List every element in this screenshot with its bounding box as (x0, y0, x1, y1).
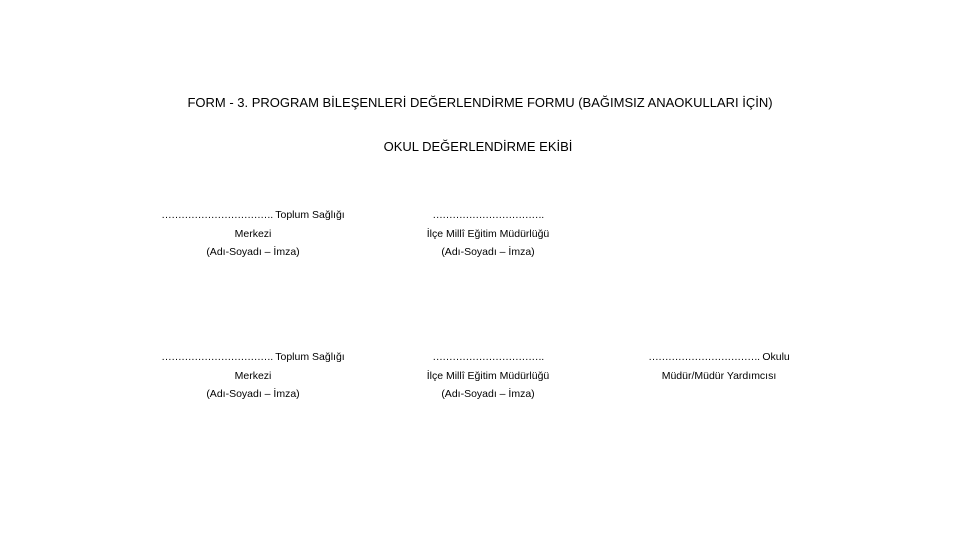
name-signature-note: (Adı-Soyadı – İmza) (206, 246, 300, 258)
signature-dots: ……………………………. (648, 351, 760, 363)
signature-dots: ……………………………. (161, 351, 273, 363)
institution-label: Toplum Sağlığı (272, 351, 345, 363)
signature-block-school-principal (633, 348, 805, 385)
signature-block-education-directorate-1 (395, 206, 581, 262)
institution-label-cont: Merkezi (234, 369, 272, 382)
institution-label: Toplum Sağlığı (272, 209, 345, 221)
signature-line (395, 348, 581, 367)
signature-line (140, 348, 366, 367)
institution-label-cont: Merkezi (234, 227, 272, 240)
signature-block-education-directorate-2 (395, 348, 581, 404)
name-signature-note: (Adı-Soyadı – İmza) (441, 246, 535, 258)
signature-line (395, 206, 581, 225)
name-signature-note: (Adı-Soyadı – İmza) (206, 388, 300, 400)
role-label: Müdür/Müdür Yardımcısı (661, 369, 777, 382)
signature-dots: ……………………………. (161, 209, 273, 221)
institution-label: Okulu (759, 351, 790, 363)
signature-block-health-center-2 (140, 348, 366, 404)
signature-dots: ……………………………. (432, 209, 544, 221)
institution-label-cont: İlçe Millî Eğitim Müdürlüğü (426, 369, 550, 382)
signature-line (633, 348, 805, 367)
form-title: FORM - 3. PROGRAM BİLEŞENLERİ DEĞERLENDİRME FORMU (BAĞIMSIZ ANAOKULLARI İÇİN) (187, 95, 773, 110)
signature-line (140, 206, 366, 225)
signature-dots: ……………………………. (432, 351, 544, 363)
name-signature-note: (Adı-Soyadı – İmza) (441, 388, 535, 400)
signature-block-health-center-1 (140, 206, 366, 262)
institution-label-cont: İlçe Millî Eğitim Müdürlüğü (426, 227, 550, 240)
team-heading: OKUL DEĞERLENDİRME EKİBİ (383, 139, 573, 154)
